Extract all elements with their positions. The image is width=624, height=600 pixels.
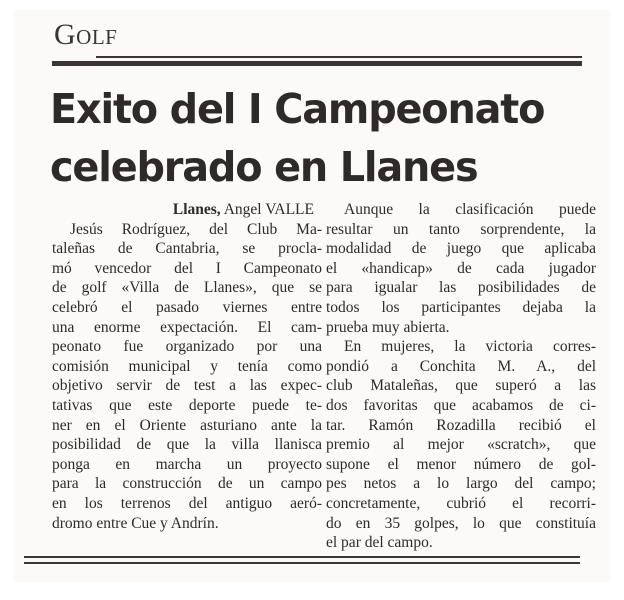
text-line: ner en el Oriente asturiano ante la [52, 416, 322, 434]
text-line: para la construcción de un campo [52, 475, 322, 493]
text-line: ponga en marcha un proyecto [52, 455, 322, 473]
text-line: concretamente, cubrió el recorri- [326, 494, 596, 512]
text-line: celebró el pasado viernes entre [52, 298, 322, 316]
text-line: posibilidad de que la villa llanisca [52, 436, 322, 454]
text-line: de golf «Villa de Llanes», que se [52, 279, 322, 297]
text-line: en los terrenos del antiguo aeró- [52, 494, 322, 512]
byline-author: Angel VALLE [223, 201, 314, 218]
text-line: el «handicap» de cada jugador [326, 259, 596, 277]
text-line: En mujeres, la victoria corres- [344, 338, 596, 356]
headline-line-2: celebrado en Llanes [50, 143, 478, 191]
text-line: para igualar las posibilidades de [326, 279, 596, 297]
text-line: peonato fue organizado por una [52, 338, 322, 356]
headline [50, 80, 574, 196]
paragraph-3 [326, 337, 596, 553]
text-line: Aunque la clasificación puede [344, 201, 596, 218]
footer-rule-1 [24, 556, 580, 558]
text-line: Jesús Rodríguez, del Club Ma- [70, 220, 322, 238]
text-line: dos favoritas que acabamos de ci- [326, 396, 596, 414]
text-line: prueba muy abierta. [326, 318, 450, 336]
article-column-left [52, 200, 322, 533]
footer-rule-2 [24, 562, 580, 564]
text-line: tativas que este deporte puede te- [52, 396, 322, 414]
text-line: taleñas de Cantabria, se procla- [52, 240, 322, 258]
header-rule-thin [96, 56, 582, 58]
article-column-right [326, 200, 596, 553]
text-line: premio al mejor «scratch», que [326, 436, 596, 454]
byline-place: Llanes, [172, 201, 221, 218]
text-line: todos los participantes dejaba la [326, 298, 596, 316]
text-line: modalidad de juego que aplicaba [326, 240, 596, 258]
text-line: dromo entre Cue y Andrín. [52, 514, 219, 532]
text-line: pes netos a lo largo del campo; [326, 475, 596, 493]
text-line: una enorme expectación. El cam- [52, 318, 322, 336]
paragraph-2 [326, 200, 596, 337]
byline [52, 200, 322, 220]
paragraph-1 [52, 220, 322, 534]
text-line: resultar un tanto sorprendente, la [326, 220, 596, 238]
text-line: mó vencedor del I Campeonato [52, 259, 322, 277]
text-line: comisión municipal y tenía como [52, 357, 322, 375]
text-line: pondió a Conchita M. A., del [326, 357, 596, 375]
text-line: club Mataleñas, que superó a las [326, 377, 596, 395]
text-line: supone el menor número de gol- [326, 455, 596, 473]
text-line: el par del campo. [326, 534, 433, 552]
text-line: tar. Ramón Rozadilla recibió el [326, 416, 596, 434]
header-rule-thick [52, 61, 582, 66]
section-label: GOLF [54, 18, 118, 51]
text-line: objetivo servir de test a las expec- [52, 377, 322, 395]
text-line: do en 35 golpes, lo que constituía [326, 514, 596, 532]
headline-line-1: Exito del I Campeonato [50, 85, 545, 133]
